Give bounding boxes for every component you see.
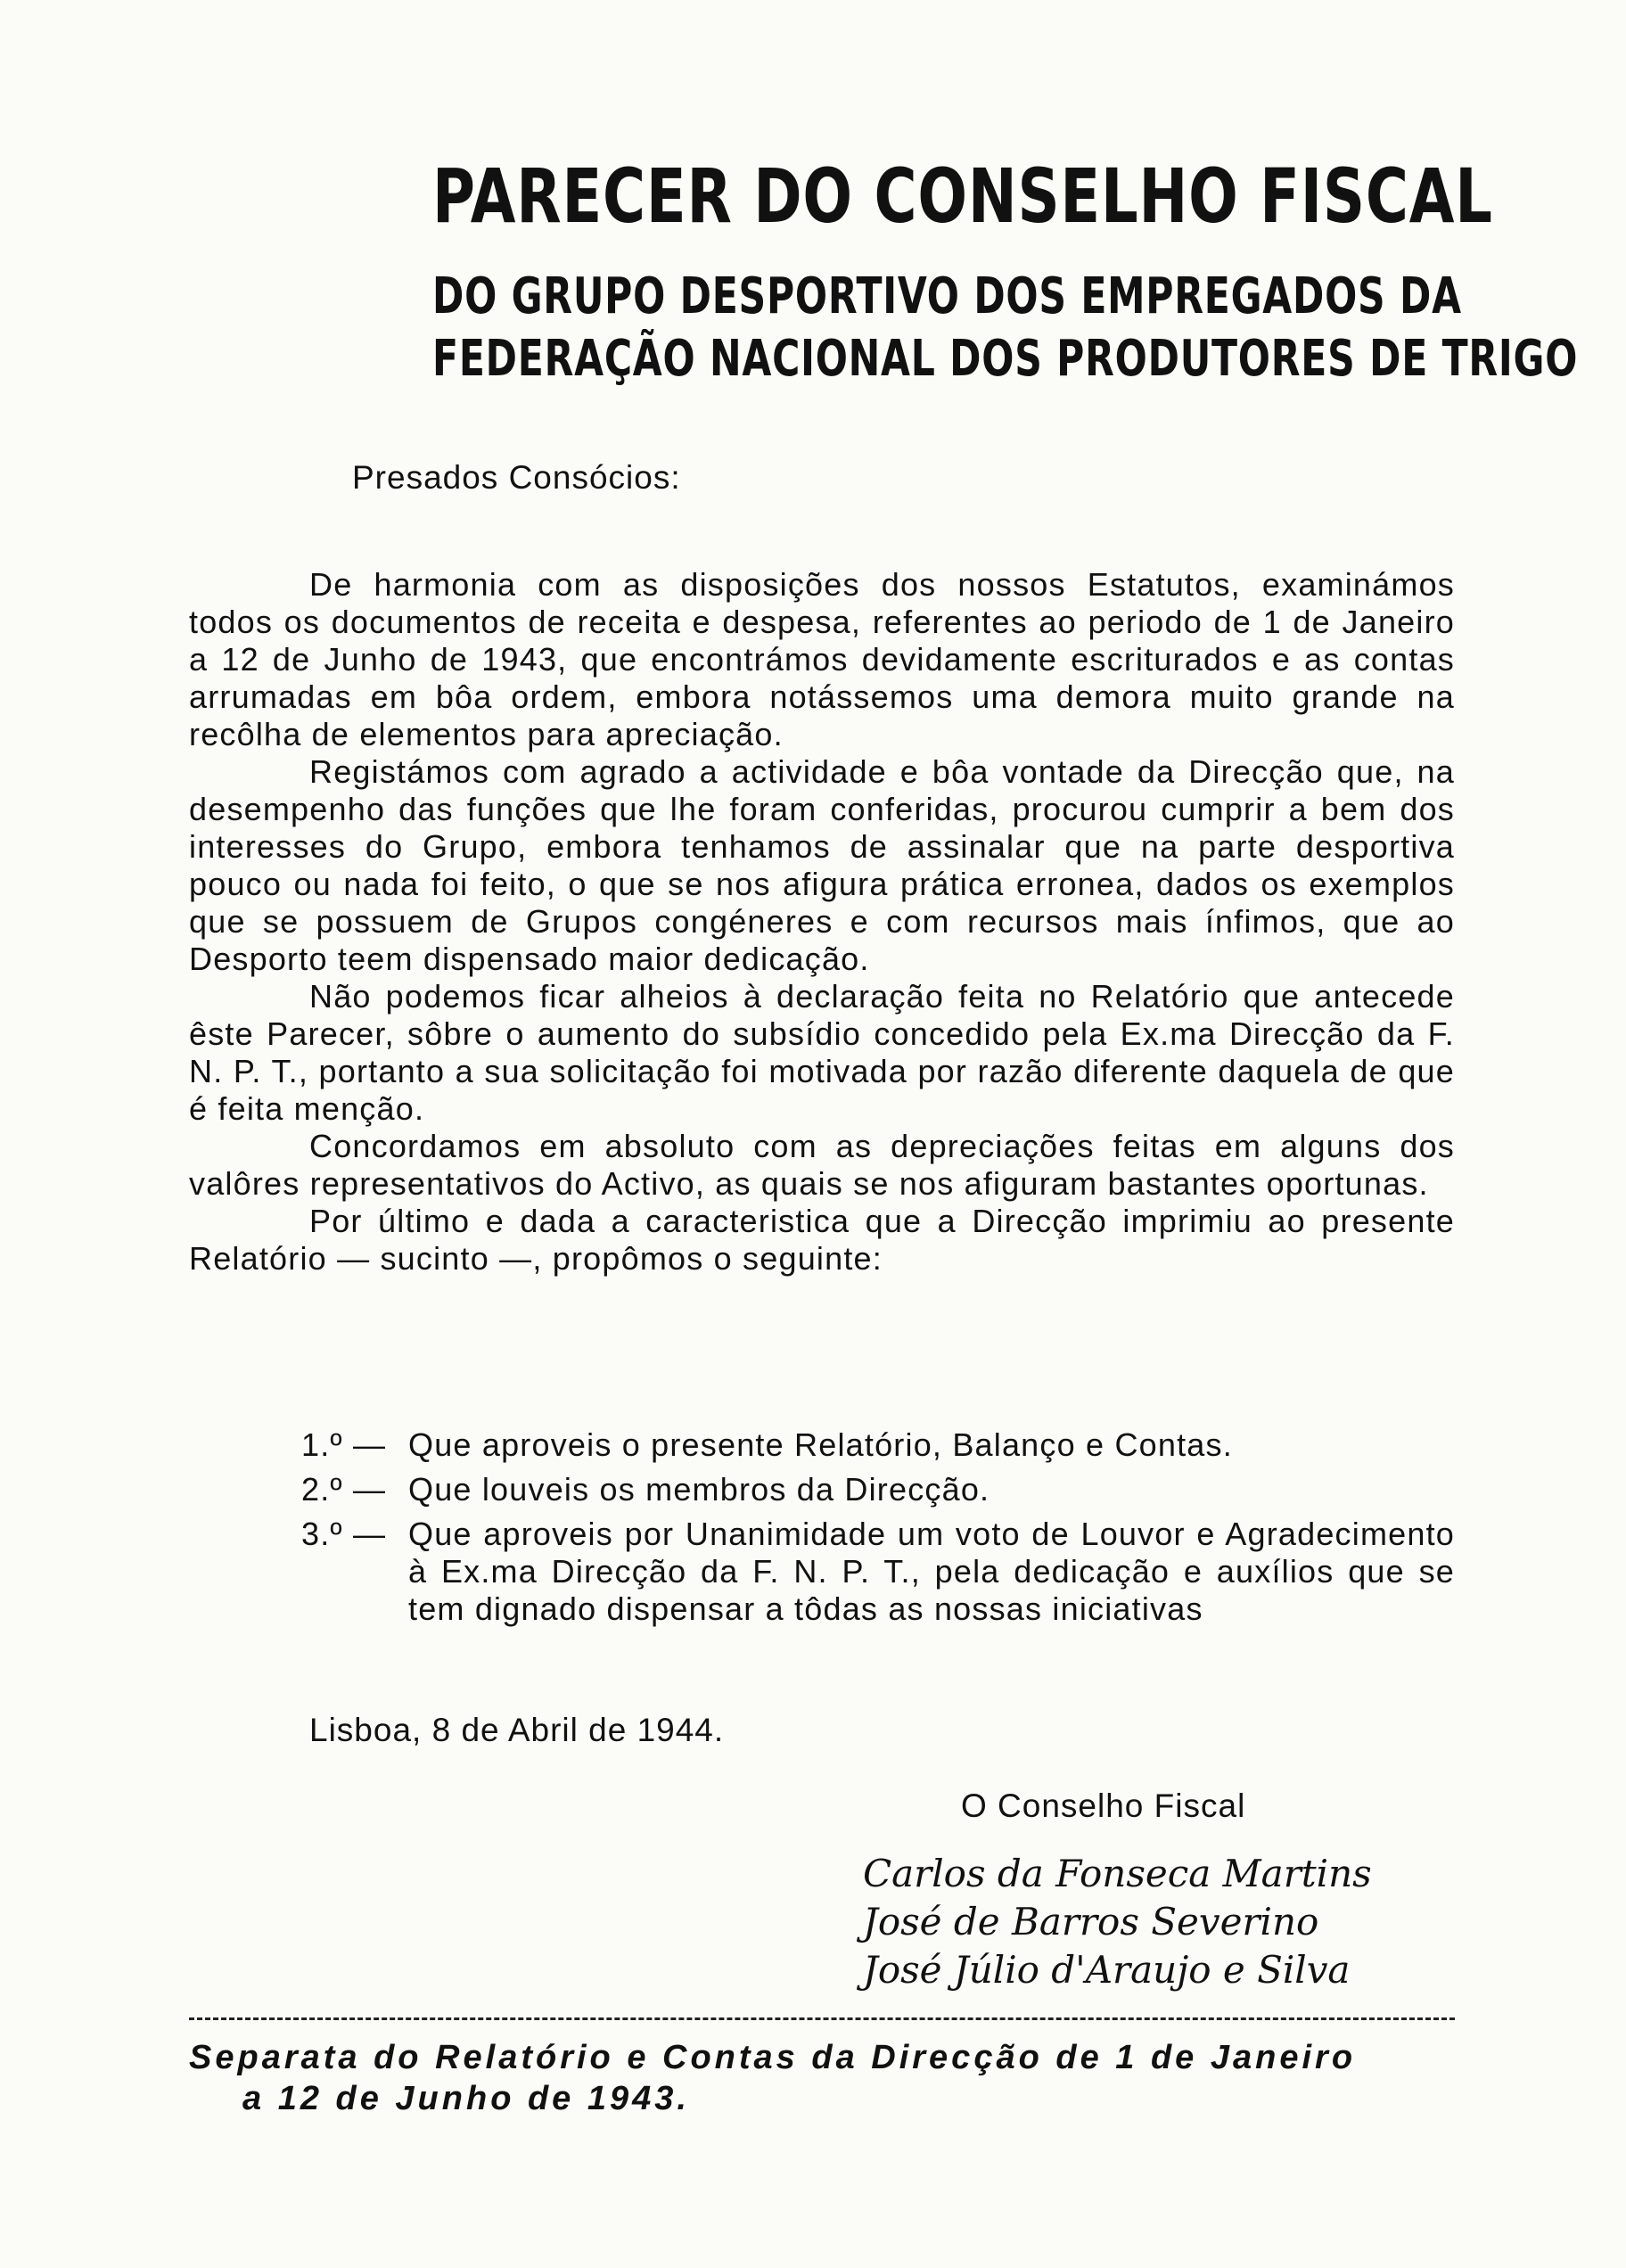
document-subtitle-line2: FEDERAÇÃO NACIONAL DOS PRODUTORES DE TRIGO xyxy=(432,330,1579,388)
proposal-list xyxy=(301,1426,1455,1635)
list-item xyxy=(301,1471,1455,1508)
list-item-number: 1.º — xyxy=(301,1426,387,1463)
list-item-text: Que aproveis o presente Relatório, Balanço e Contas. xyxy=(408,1426,1233,1463)
list-item-text: Que aproveis por Unanimidade um voto de Louvor e Agradecimento à Ex.ma Direcção da F. N. P. T., pela dedicação e auxílios que se tem dignado dispensar a tôdas as nossas iniciativas xyxy=(408,1516,1455,1627)
document-title: PARECER DO CONSELHO FISCAL xyxy=(432,152,1493,240)
paragraph: Não podemos ficar alheios à declaração feita no Relatório que antecede êste Parecer, sôbre o aumento do subsídio concedido pela Ex.ma Direcção da F. N. P. T., portanto a sua solicitação foi motivada por razão diferente daquela de que é feita menção. xyxy=(189,978,1455,1127)
divider xyxy=(189,2017,1455,2020)
list-item xyxy=(301,1426,1455,1464)
list-item xyxy=(301,1516,1455,1628)
paragraph: Registámos com agrado a actividade e bôa vontade da Direcção que, na desempenho das funções que lhe foram conferidas, procurou cumprir a bem dos interesses do Grupo, embora tenhamos de assinalar que na parte desportiva pouco ou nada foi feito, o que se nos afigura prática erronea, dados os exemplos que se possuem de Grupos congéneres e com recursos mais ínfimos, que ao Desporto teem dispensado maior dedicação. xyxy=(189,753,1455,977)
council-label: O Conselho Fiscal xyxy=(961,1787,1246,1824)
signatures xyxy=(863,1850,1487,1994)
footer-line: a 12 de Junho de 1943. xyxy=(242,2080,690,2117)
body-text xyxy=(189,566,1455,1278)
paragraph: Concordamos em absoluto com as depreciações feitas em alguns dos valôres representativos do Activo, as quais se nos afiguram bastantes oportunas. xyxy=(189,1128,1455,1202)
paragraph: Por último e dada a caracteristica que a Direcção imprimiu ao presente Relatório — sucinto —, propômos o seguinte: xyxy=(189,1203,1455,1277)
list-item-text: Que louveis os membros da Direcção. xyxy=(408,1471,990,1508)
signature: José Júlio d'Araujo e Silva xyxy=(863,1948,1351,1992)
salutation: Presados Consócios: xyxy=(352,459,681,496)
list-item-number: 2.º — xyxy=(301,1471,387,1508)
paragraph: De harmonia com as disposições dos nossos Estatutos, examinámos todos os documentos de receita e despesa, referentes ao periodo de 1 de Janeiro a 12 de Junho de 1943, que encontrámos devidamente escriturados e as contas arrumadas em bôa ordem, embora notássemos uma demora muito grande na recôlha de elementos para apreciação. xyxy=(189,566,1455,752)
signature: José de Barros Severino xyxy=(863,1900,1319,1943)
list-item-number: 3.º — xyxy=(301,1516,387,1552)
document-subtitle-line1: DO GRUPO DESPORTIVO DOS EMPREGADOS DA xyxy=(432,267,1462,325)
footer-note xyxy=(189,2037,1464,2119)
signature: Carlos da Fonseca Martins xyxy=(863,1852,1372,1895)
footer-line: Separata do Relatório e Contas da Direcção de 1 de Janeiro xyxy=(189,2039,1357,2076)
place-date: Lisboa, 8 de Abril de 1944. xyxy=(309,1712,725,1748)
